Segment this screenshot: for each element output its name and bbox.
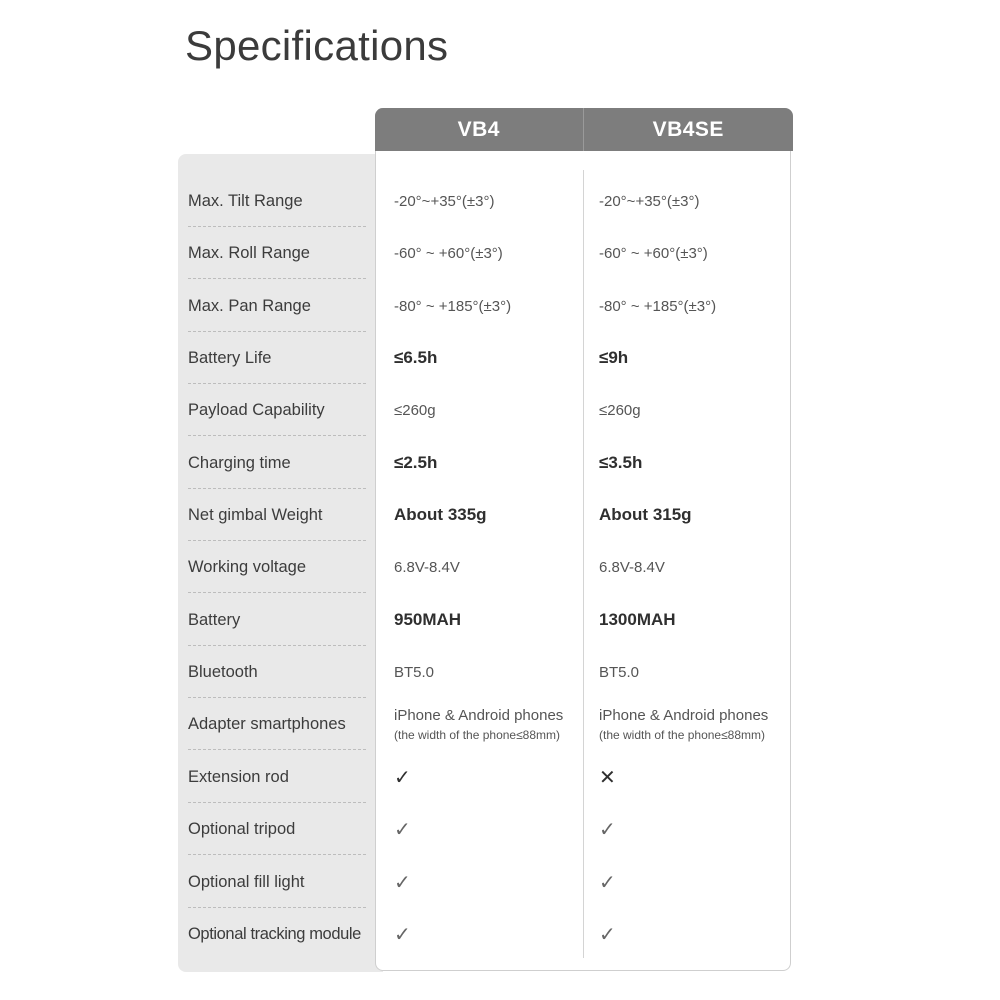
vb4-value: ≤260g [394,401,436,419]
spec-row-optional-fill-light [0,856,1000,908]
row-label: Net gimbal Weight [188,505,323,524]
adapter-note-text: (the width of the phone≤88mm) [394,727,561,742]
vb4se-value: -20°~+35°(±3°) [599,192,700,210]
check-icon: ✓ [394,923,411,946]
spec-row-battery-life [0,332,1000,384]
table-header [375,108,793,151]
vb4-value [394,803,579,855]
row-label: Max. Pan Range [188,296,311,315]
row-label: Max. Roll Range [188,243,310,262]
row-label: Bluetooth [188,662,258,681]
row-label: Working voltage [188,557,307,576]
vb4-value [394,908,579,960]
vb4se-value: ≤9h [599,348,629,367]
vb4se-value: -60° ~ +60°(±3°) [599,244,708,262]
row-separator [188,854,366,855]
row-label: Optional tripod [188,819,296,838]
vb4-value [394,751,579,803]
spec-row-payload [0,384,1000,436]
check-icon: ✓ [599,923,616,946]
row-label: Optional tracking module [188,924,361,943]
spec-row-charging-time [0,437,1000,489]
vb4-value: About 335g [394,505,487,524]
vb4se-value: -80° ~ +185°(±3°) [599,297,717,315]
row-label: Battery [188,610,241,629]
spec-row-tilt-range [0,175,1000,227]
spec-row-optional-tripod [0,803,1000,855]
spec-row-optional-tracking-module [0,908,1000,960]
vb4-value: -80° ~ +185°(±3°) [394,297,512,315]
adapter-main-text: iPhone & Android phones [599,706,769,724]
vb4se-value: BT5.0 [599,663,640,681]
vb4se-value [599,698,784,750]
vb4se-value [599,908,784,960]
row-label: Extension rod [188,767,289,786]
vb4se-value: ≤260g [599,401,641,419]
vb4-value: ≤6.5h [394,348,438,367]
vb4se-value [599,803,784,855]
vb4-value: BT5.0 [394,663,435,681]
spec-row-roll-range [0,227,1000,279]
row-separator [188,435,366,436]
check-icon: ✓ [394,766,411,789]
vb4se-value: ≤3.5h [599,453,643,472]
row-label: Adapter smartphones [188,714,346,733]
vb4se-value: 1300MAH [599,610,676,629]
check-icon: ✓ [599,818,616,841]
column-header-vb4se: VB4SE [583,108,794,151]
vb4se-value: About 315g [599,505,692,524]
check-icon: ✓ [394,871,411,894]
row-label: Optional fill light [188,872,305,891]
page-title: Specifications [185,22,449,69]
row-separator [188,278,366,279]
adapter-main-text: iPhone & Android phones [394,706,564,724]
vb4-value: -60° ~ +60°(±3°) [394,244,503,262]
vb4-value: 950MAH [394,610,462,629]
check-icon: ✓ [394,818,411,841]
vb4-value [394,698,579,750]
adapter-note-text: (the width of the phone≤88mm) [599,727,766,742]
spec-row-adapter-smartphones [0,698,1000,750]
spec-row-working-voltage [0,541,1000,593]
spec-row-pan-range [0,280,1000,332]
row-separator [188,749,366,750]
vb4-value: 6.8V-8.4V [394,558,460,576]
row-label: Payload Capability [188,400,325,419]
vb4-value [394,856,579,908]
column-header-vb4: VB4 [375,108,583,151]
vb4-value: -20°~+35°(±3°) [394,192,495,210]
spec-row-bluetooth [0,646,1000,698]
vb4se-value [599,856,784,908]
cross-icon: ✕ [599,766,616,789]
spec-row-net-weight [0,489,1000,541]
row-label: Max. Tilt Range [188,191,303,210]
vb4-value: ≤2.5h [394,453,438,472]
vb4se-value: 6.8V-8.4V [599,558,665,576]
check-icon: ✓ [599,871,616,894]
row-label: Charging time [188,453,291,472]
row-separator [188,592,366,593]
spec-row-extension-rod [0,751,1000,803]
vb4se-value [599,751,784,803]
row-label: Battery Life [188,348,272,367]
spec-row-battery [0,594,1000,646]
